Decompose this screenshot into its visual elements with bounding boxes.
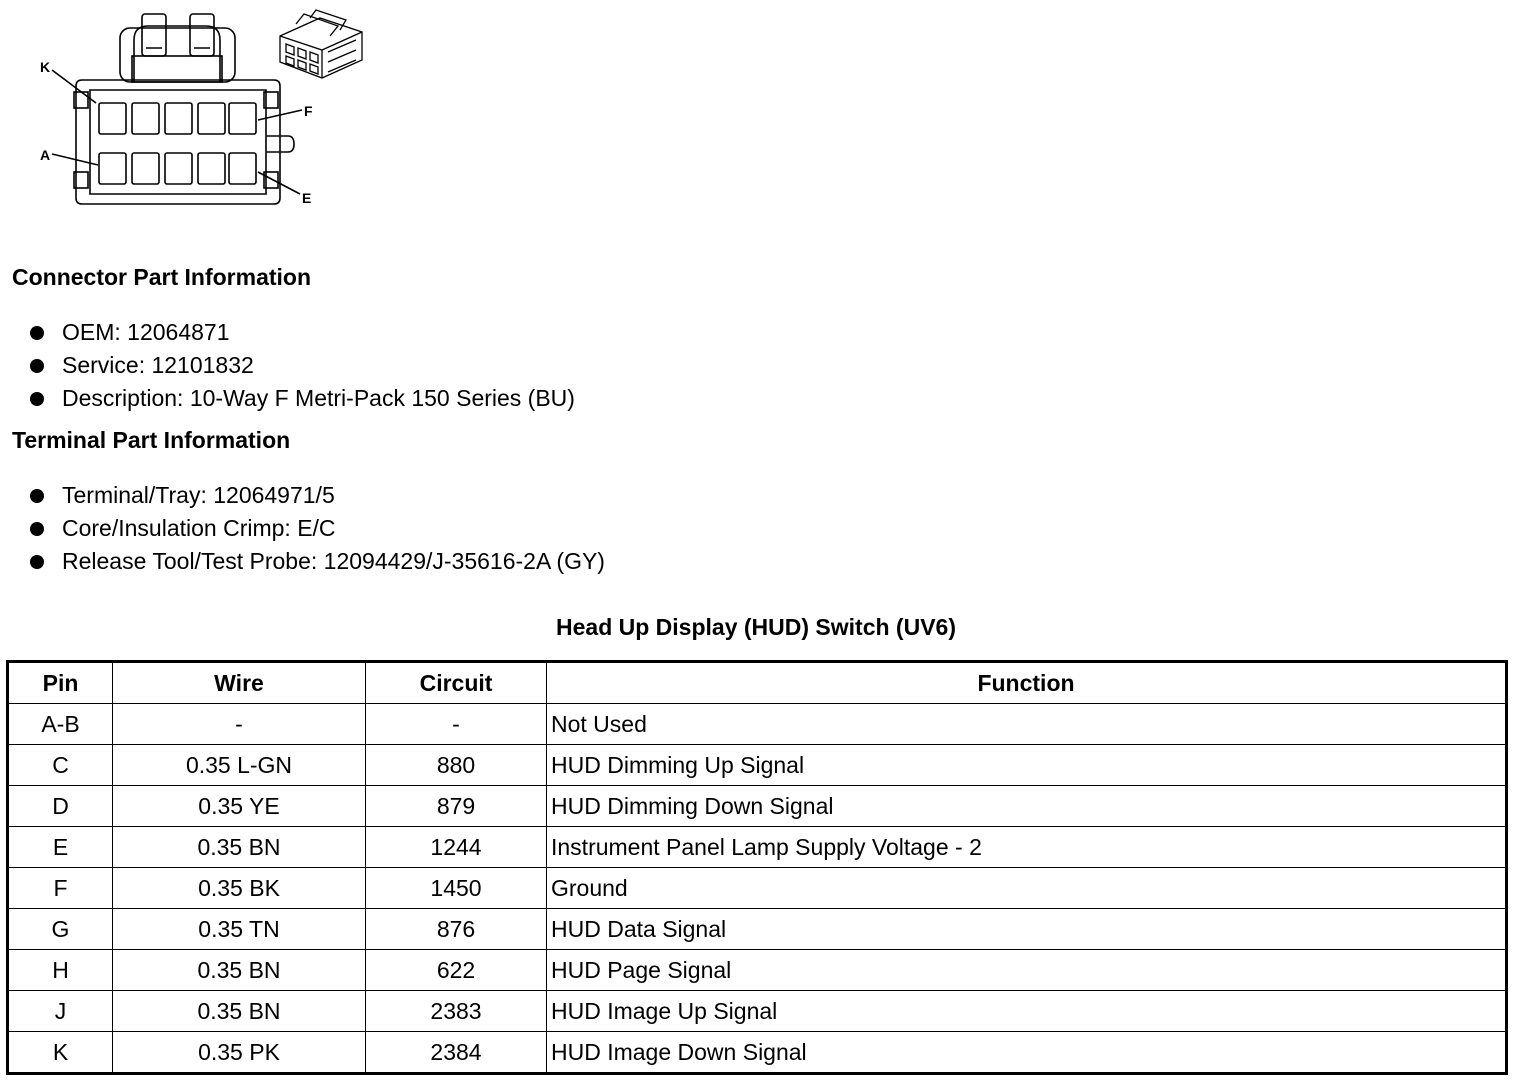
cell-function: HUD Data Signal	[547, 909, 1507, 950]
bullet-icon	[30, 522, 44, 536]
cavity-row-bottom	[99, 153, 256, 184]
cell-pin: C	[8, 745, 113, 786]
bullet-icon	[30, 489, 44, 503]
bullet-icon	[30, 326, 44, 340]
table-row	[8, 909, 1507, 950]
list-item: Core/Insulation Crimp: E/C	[30, 512, 605, 545]
connector-heading: Connector Part Information	[12, 264, 312, 290]
bullet-icon	[30, 555, 44, 569]
list-item: OEM: 12064871	[30, 316, 575, 349]
cell-wire: 0.35 BN	[113, 827, 366, 868]
cell-pin: K	[8, 1032, 113, 1074]
cell-pin: D	[8, 786, 113, 827]
cell-wire: 0.35 L-GN	[113, 745, 366, 786]
pin-label-e: E	[302, 190, 312, 206]
cell-circuit: 622	[366, 950, 547, 991]
cell-circuit: 879	[366, 786, 547, 827]
cell-wire: 0.35 BK	[113, 868, 366, 909]
cell-function: Ground	[547, 868, 1507, 909]
table-row	[8, 950, 1507, 991]
connector-diagram	[0, 0, 380, 220]
cell-function: Not Used	[547, 704, 1507, 745]
cell-function: HUD Page Signal	[547, 950, 1507, 991]
connector-iso-thumbnail	[280, 10, 362, 78]
cell-wire: 0.35 PK	[113, 1032, 366, 1074]
table-title: Head Up Display (HUD) Switch (UV6)	[556, 614, 956, 640]
table-row	[8, 745, 1507, 786]
terminal-heading: Terminal Part Information	[12, 427, 291, 453]
table-row	[8, 786, 1507, 827]
cavity-row-top	[99, 103, 256, 134]
list-item: Description: 10-Way F Metri-Pack 150 Series (BU)	[30, 382, 575, 415]
pin-label-f: F	[304, 103, 313, 119]
header-circuit: Circuit	[366, 662, 547, 704]
cell-pin: A-B	[8, 704, 113, 745]
connector-latch	[120, 28, 235, 82]
cell-circuit: 876	[366, 909, 547, 950]
table-row	[8, 1032, 1507, 1074]
table-row	[8, 991, 1507, 1032]
header-wire: Wire	[113, 662, 366, 704]
terminal-info-list	[30, 479, 605, 578]
cell-circuit: 2384	[366, 1032, 547, 1074]
bullet-icon	[30, 392, 44, 406]
table-header-row	[8, 662, 1507, 704]
bullet-icon	[30, 359, 44, 373]
pin-label-a: A	[40, 147, 51, 163]
cell-wire: 0.35 BN	[113, 950, 366, 991]
cell-pin: G	[8, 909, 113, 950]
cell-function: HUD Image Up Signal	[547, 991, 1507, 1032]
cell-circuit: 2383	[366, 991, 547, 1032]
cell-pin: F	[8, 868, 113, 909]
table-row	[8, 704, 1507, 745]
pinout-table	[6, 660, 1508, 1075]
cell-pin: J	[8, 991, 113, 1032]
cell-circuit: 1450	[366, 868, 547, 909]
cell-wire: -	[113, 704, 366, 745]
cell-function: HUD Dimming Up Signal	[547, 745, 1507, 786]
list-item: Terminal/Tray: 12064971/5	[30, 479, 605, 512]
list-item: Release Tool/Test Probe: 12094429/J-35616-2A (GY)	[30, 545, 605, 578]
cell-wire: 0.35 YE	[113, 786, 366, 827]
cell-circuit: -	[366, 704, 547, 745]
pin-label-k: K	[40, 59, 51, 75]
list-item: Service: 12101832	[30, 349, 575, 382]
table-row	[8, 868, 1507, 909]
cell-circuit: 880	[366, 745, 547, 786]
cell-pin: E	[8, 827, 113, 868]
cell-wire: 0.35 TN	[113, 909, 366, 950]
cell-circuit: 1244	[366, 827, 547, 868]
cell-function: HUD Dimming Down Signal	[547, 786, 1507, 827]
cell-wire: 0.35 BN	[113, 991, 366, 1032]
connector-body	[76, 80, 280, 204]
header-function: Function	[547, 662, 1507, 704]
header-pin: Pin	[8, 662, 113, 704]
cell-function: HUD Image Down Signal	[547, 1032, 1507, 1074]
table-row	[8, 827, 1507, 868]
cell-function: Instrument Panel Lamp Supply Voltage - 2	[547, 827, 1507, 868]
cell-pin: H	[8, 950, 113, 991]
connector-info-list	[30, 316, 575, 415]
